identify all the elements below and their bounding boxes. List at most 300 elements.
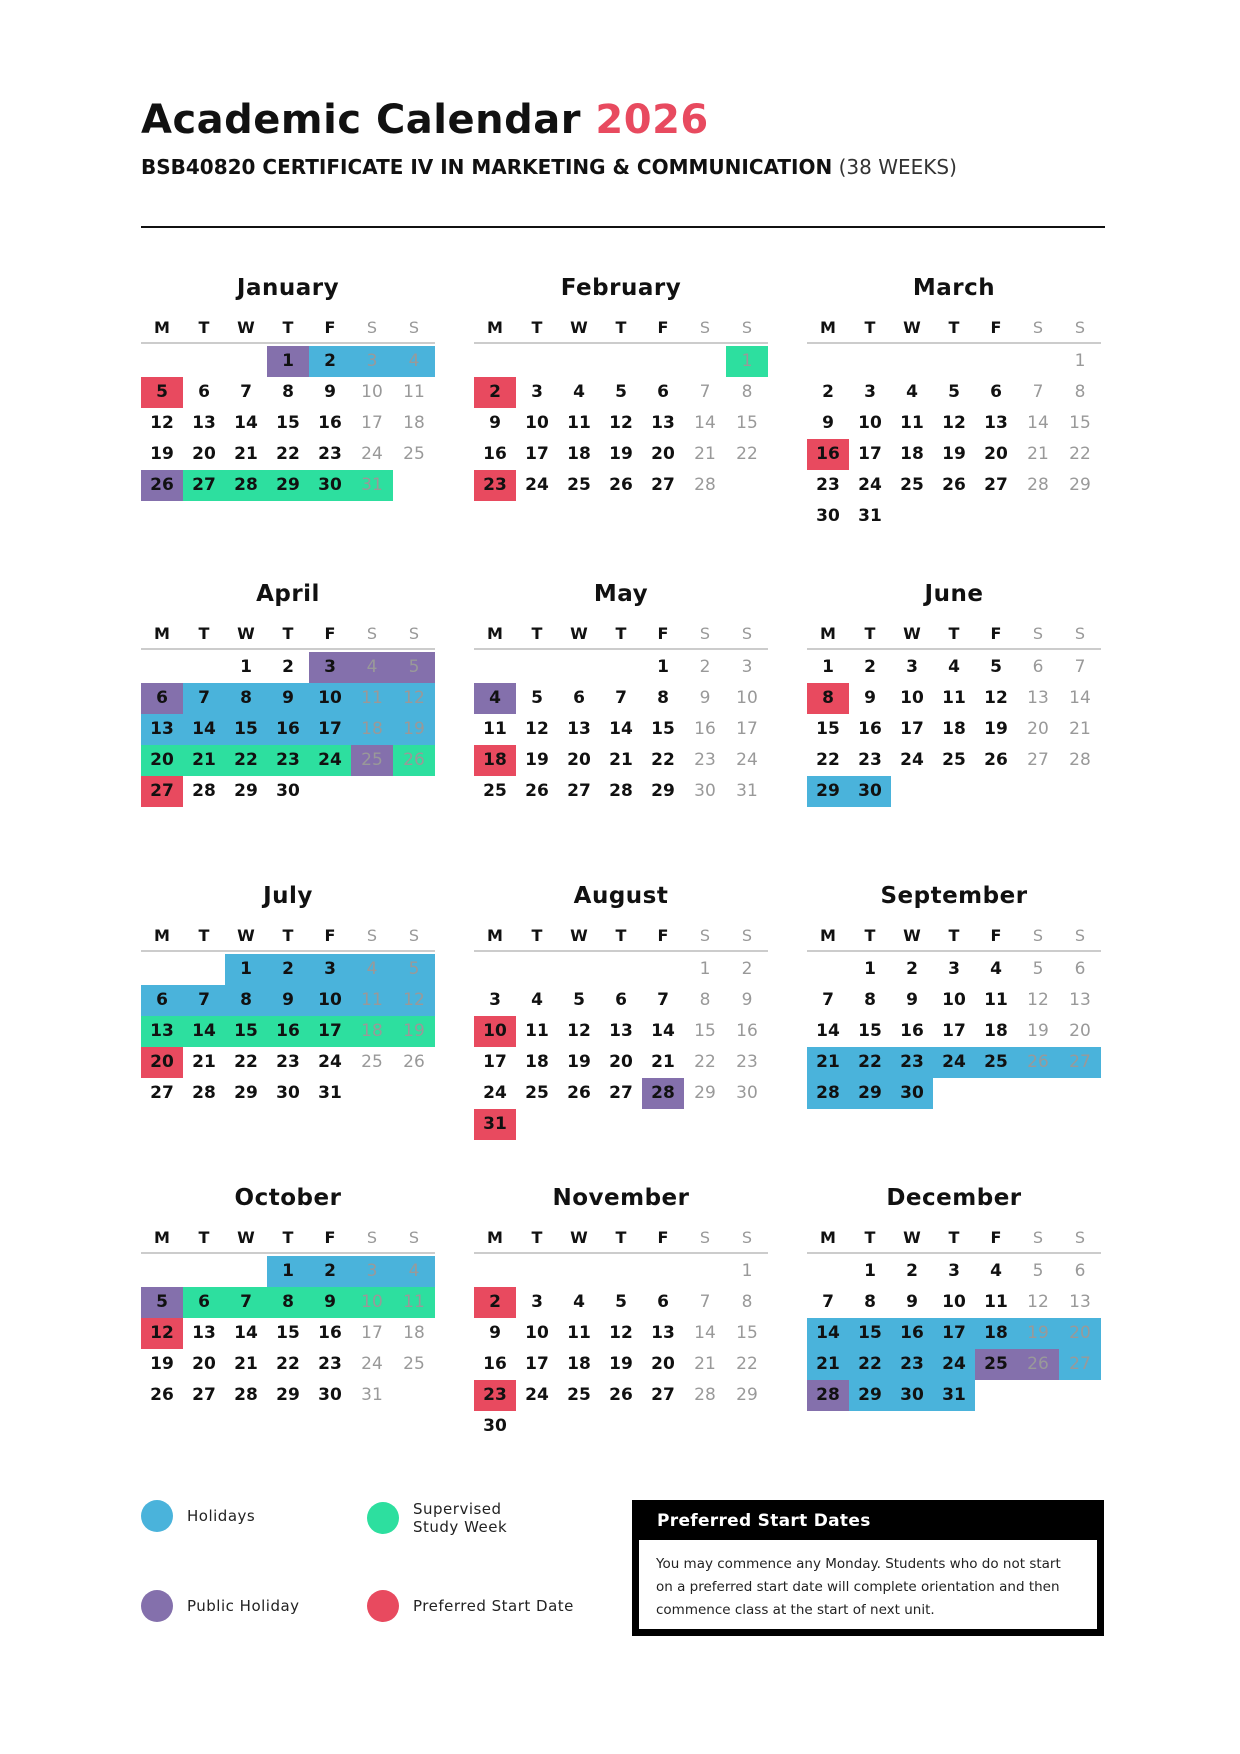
day-cell: 20 <box>609 1052 633 1072</box>
month-august <box>474 880 768 1140</box>
day-cell: 9 <box>267 985 309 1016</box>
weekday-label: W <box>237 926 255 945</box>
day-grid <box>474 954 768 1140</box>
day-cell: 24 <box>361 444 383 464</box>
day-cell: 25 <box>483 781 507 801</box>
empty-day <box>516 1256 558 1287</box>
day-cell: 14 <box>609 719 633 739</box>
day-cell: 9 <box>906 990 918 1010</box>
day-cell: 5 <box>393 652 435 683</box>
day-cell: 10 <box>942 1292 966 1312</box>
month-april <box>141 578 435 807</box>
day-cell: 4 <box>351 954 393 985</box>
day-cell: 21 <box>234 444 258 464</box>
day-cell: 18 <box>474 745 516 776</box>
weekday-label: F <box>657 926 669 945</box>
weekday-header <box>141 314 435 344</box>
day-cell: 20 <box>141 1047 183 1078</box>
weekday-label: S <box>1074 1228 1086 1247</box>
empty-day <box>183 652 225 683</box>
month-name: January <box>236 275 340 301</box>
day-cell: 11 <box>403 382 425 402</box>
day-cell: 13 <box>651 413 675 433</box>
day-cell: 19 <box>1017 1318 1059 1349</box>
day-cell: 23 <box>891 1047 933 1078</box>
day-cell: 5 <box>615 1292 627 1312</box>
day-cell: 17 <box>309 1016 351 1047</box>
day-cell: 13 <box>141 1016 183 1047</box>
weekday-label: S <box>408 318 420 337</box>
day-cell: 26 <box>393 745 435 776</box>
weekday-label: F <box>990 1228 1002 1247</box>
day-cell: 7 <box>699 1292 711 1312</box>
month-name: November <box>552 1185 690 1211</box>
day-cell: 28 <box>1069 750 1091 770</box>
day-cell: 23 <box>736 1052 758 1072</box>
day-cell: 16 <box>900 1021 924 1041</box>
day-cell: 7 <box>183 985 225 1016</box>
day-cell: 7 <box>1074 657 1086 677</box>
day-cell: 17 <box>525 1354 549 1374</box>
empty-day <box>600 1256 642 1287</box>
day-cell: 12 <box>150 413 174 433</box>
weekday-label: S <box>741 926 753 945</box>
empty-day <box>474 652 516 683</box>
day-cell: 24 <box>309 745 351 776</box>
day-cell: 5 <box>948 382 960 402</box>
day-cell: 14 <box>1027 413 1049 433</box>
day-cell: 11 <box>567 413 591 433</box>
weekday-label: M <box>154 624 170 643</box>
title-text: Academic Calendar <box>141 97 581 143</box>
course-subtitle <box>141 154 1101 180</box>
legend-supervised-study-label: Supervised Study Week <box>413 1500 508 1536</box>
day-cell: 16 <box>858 719 882 739</box>
day-cell: 29 <box>267 470 309 501</box>
day-cell: 11 <box>351 683 393 714</box>
day-cell: 30 <box>276 781 300 801</box>
day-cell: 31 <box>933 1380 975 1411</box>
day-cell: 1 <box>267 1256 309 1287</box>
weekday-header <box>807 620 1101 650</box>
empty-day <box>183 954 225 985</box>
day-cell: 8 <box>225 985 267 1016</box>
day-cell: 5 <box>990 657 1002 677</box>
day-cell: 1 <box>657 657 669 677</box>
weekday-label: W <box>903 318 921 337</box>
course-name: BSB40820 CERTIFICATE IV IN MARKETING & COMMUNICATION <box>141 155 833 179</box>
day-cell: 1 <box>864 959 876 979</box>
weekday-label: M <box>487 926 503 945</box>
day-cell: 12 <box>1027 1292 1049 1312</box>
weekday-label: T <box>198 318 210 337</box>
weekday-label: S <box>699 318 711 337</box>
weekday-label: S <box>408 926 420 945</box>
weekday-label: T <box>615 926 627 945</box>
day-cell: 23 <box>858 750 882 770</box>
weekday-label: T <box>531 1228 543 1247</box>
day-cell: 30 <box>816 506 840 526</box>
day-cell: 19 <box>1027 1021 1049 1041</box>
weekday-label: F <box>990 624 1002 643</box>
day-cell: 26 <box>403 1052 425 1072</box>
legend-holidays <box>141 1500 255 1532</box>
day-cell: 20 <box>141 745 183 776</box>
empty-day <box>642 346 684 377</box>
weekday-label: W <box>570 1228 588 1247</box>
day-cell: 14 <box>694 1323 716 1343</box>
day-cell: 9 <box>309 1287 351 1318</box>
month-november <box>474 1182 768 1442</box>
day-cell: 25 <box>403 1354 425 1374</box>
day-cell: 16 <box>483 444 507 464</box>
day-cell: 6 <box>198 382 210 402</box>
day-cell: 2 <box>864 657 876 677</box>
day-cell: 23 <box>474 1380 516 1411</box>
day-cell: 3 <box>864 382 876 402</box>
day-cell: 30 <box>891 1380 933 1411</box>
weekday-label: T <box>615 318 627 337</box>
legend-supervised-study <box>367 1500 507 1536</box>
weekday-label: F <box>990 318 1002 337</box>
day-cell: 28 <box>192 781 216 801</box>
weekday-label: W <box>237 318 255 337</box>
weekday-label: S <box>699 624 711 643</box>
day-cell: 10 <box>942 990 966 1010</box>
day-cell: 9 <box>741 990 753 1010</box>
day-cell: 23 <box>276 1052 300 1072</box>
day-cell: 10 <box>525 413 549 433</box>
empty-day <box>474 1256 516 1287</box>
day-cell: 10 <box>474 1016 516 1047</box>
day-cell: 3 <box>531 1292 543 1312</box>
weekday-label: T <box>948 318 960 337</box>
public-holiday-swatch <box>141 1590 173 1622</box>
day-cell: 1 <box>864 1261 876 1281</box>
day-cell: 28 <box>642 1078 684 1109</box>
day-cell: 8 <box>807 683 849 714</box>
day-cell: 14 <box>1069 688 1091 708</box>
day-cell: 17 <box>309 714 351 745</box>
day-cell: 4 <box>573 382 585 402</box>
weekday-label: W <box>903 1228 921 1247</box>
day-cell: 20 <box>651 1354 675 1374</box>
day-cell: 6 <box>573 688 585 708</box>
weekday-label: T <box>864 926 876 945</box>
day-cell: 12 <box>942 413 966 433</box>
preferred-start-dates-title: Preferred Start Dates <box>657 1511 871 1531</box>
day-cell: 2 <box>474 1287 516 1318</box>
day-cell: 6 <box>183 1287 225 1318</box>
day-cell: 2 <box>309 1256 351 1287</box>
day-cell: 16 <box>267 1016 309 1047</box>
day-cell: 1 <box>699 959 711 979</box>
day-cell: 12 <box>1027 990 1049 1010</box>
day-cell: 6 <box>141 985 183 1016</box>
weekday-label: F <box>324 624 336 643</box>
day-cell: 25 <box>975 1349 1017 1380</box>
day-cell: 15 <box>225 1016 267 1047</box>
weekday-label: W <box>903 926 921 945</box>
day-cell: 20 <box>192 1354 216 1374</box>
day-cell: 5 <box>141 1287 183 1318</box>
empty-day <box>225 1256 267 1287</box>
day-cell: 17 <box>525 444 549 464</box>
month-july <box>141 880 435 1109</box>
day-cell: 22 <box>651 750 675 770</box>
day-cell: 14 <box>651 1021 675 1041</box>
day-cell: 21 <box>651 1052 675 1072</box>
day-cell: 18 <box>525 1052 549 1072</box>
day-cell: 2 <box>474 377 516 408</box>
empty-day <box>474 954 516 985</box>
day-cell: 12 <box>567 1021 591 1041</box>
legend-preferred-start <box>367 1590 574 1622</box>
day-cell: 10 <box>525 1323 549 1343</box>
day-cell: 1 <box>822 657 834 677</box>
month-february <box>474 272 768 501</box>
day-cell: 22 <box>276 444 300 464</box>
supervised-study-swatch <box>367 1502 399 1534</box>
empty-day <box>684 346 726 377</box>
legend-public-holiday <box>141 1590 300 1622</box>
empty-day <box>516 652 558 683</box>
day-cell: 16 <box>891 1318 933 1349</box>
day-cell: 5 <box>141 377 183 408</box>
empty-day <box>684 1256 726 1287</box>
day-cell: 26 <box>1017 1349 1059 1380</box>
day-grid <box>141 346 435 501</box>
day-cell: 25 <box>351 745 393 776</box>
weekday-label: M <box>487 624 503 643</box>
day-cell: 18 <box>975 1318 1017 1349</box>
day-cell: 28 <box>609 781 633 801</box>
day-cell: 29 <box>849 1078 891 1109</box>
day-cell: 14 <box>234 1323 258 1343</box>
weekday-header <box>474 1224 768 1254</box>
day-cell: 26 <box>567 1083 591 1103</box>
weekday-label: F <box>657 318 669 337</box>
day-cell: 22 <box>1069 444 1091 464</box>
day-cell: 6 <box>990 382 1002 402</box>
day-cell: 24 <box>483 1083 507 1103</box>
day-cell: 26 <box>942 475 966 495</box>
day-cell: 20 <box>567 750 591 770</box>
day-grid <box>141 1256 435 1411</box>
day-cell: 26 <box>141 470 183 501</box>
day-cell: 3 <box>531 382 543 402</box>
day-cell: 11 <box>984 990 1008 1010</box>
day-grid <box>141 954 435 1109</box>
day-cell: 27 <box>141 776 183 807</box>
preferred-start-swatch <box>367 1590 399 1622</box>
day-cell: 28 <box>807 1078 849 1109</box>
empty-day <box>183 1256 225 1287</box>
day-cell: 12 <box>609 1323 633 1343</box>
day-cell: 16 <box>483 1354 507 1374</box>
day-cell: 19 <box>525 750 549 770</box>
empty-day <box>600 652 642 683</box>
day-cell: 15 <box>694 1021 716 1041</box>
weekday-label: T <box>198 1228 210 1247</box>
day-cell: 27 <box>1027 750 1049 770</box>
day-cell: 6 <box>1074 959 1086 979</box>
day-cell: 18 <box>567 1354 591 1374</box>
page-title <box>141 96 1101 144</box>
day-cell: 6 <box>1032 657 1044 677</box>
day-cell: 1 <box>1074 351 1086 371</box>
day-cell: 3 <box>309 954 351 985</box>
empty-day <box>891 346 933 377</box>
day-cell: 1 <box>240 657 252 677</box>
day-cell: 23 <box>318 444 342 464</box>
day-cell: 18 <box>403 413 425 433</box>
legend-preferred-start-label: Preferred Start Date <box>413 1597 574 1615</box>
day-cell: 17 <box>942 1021 966 1041</box>
weekday-label: T <box>531 926 543 945</box>
weekday-label: W <box>570 624 588 643</box>
empty-day <box>141 652 183 683</box>
day-cell: 10 <box>361 382 383 402</box>
day-cell: 15 <box>816 719 840 739</box>
day-cell: 26 <box>609 475 633 495</box>
day-cell: 1 <box>741 1261 753 1281</box>
day-cell: 29 <box>849 1380 891 1411</box>
day-cell: 26 <box>150 1385 174 1405</box>
weekday-header <box>807 922 1101 952</box>
weekday-label: S <box>1074 318 1086 337</box>
weekday-label: S <box>408 624 420 643</box>
day-cell: 28 <box>225 470 267 501</box>
day-cell: 21 <box>192 1052 216 1072</box>
day-cell: 4 <box>990 1261 1002 1281</box>
day-cell: 29 <box>694 1083 716 1103</box>
day-cell: 10 <box>309 683 351 714</box>
empty-day <box>141 346 183 377</box>
day-cell: 27 <box>1059 1349 1101 1380</box>
legend-holidays-label: Holidays <box>187 1507 256 1525</box>
day-grid <box>807 954 1101 1109</box>
day-cell: 7 <box>699 382 711 402</box>
weekday-label: W <box>570 318 588 337</box>
day-cell: 30 <box>483 1416 507 1436</box>
day-cell: 30 <box>318 1385 342 1405</box>
weekday-label: T <box>864 1228 876 1247</box>
empty-day <box>558 346 600 377</box>
day-cell: 5 <box>531 688 543 708</box>
day-cell: 25 <box>942 750 966 770</box>
day-cell: 3 <box>948 959 960 979</box>
day-cell: 10 <box>858 413 882 433</box>
day-cell: 21 <box>609 750 633 770</box>
day-cell: 10 <box>309 985 351 1016</box>
day-cell: 23 <box>694 750 716 770</box>
day-cell: 4 <box>474 683 516 714</box>
weekday-header <box>141 922 435 952</box>
day-cell: 12 <box>525 719 549 739</box>
day-cell: 21 <box>1069 719 1091 739</box>
day-cell: 30 <box>736 1083 758 1103</box>
day-cell: 31 <box>474 1109 516 1140</box>
day-cell: 21 <box>694 444 716 464</box>
month-name: June <box>924 581 984 607</box>
day-cell: 21 <box>183 745 225 776</box>
day-cell: 15 <box>276 1323 300 1343</box>
weekday-label: F <box>324 1228 336 1247</box>
day-cell: 14 <box>183 1016 225 1047</box>
day-grid <box>474 346 768 501</box>
legend <box>141 1500 621 1650</box>
weekday-label: T <box>531 318 543 337</box>
preferred-start-dates-text: You may commence any Monday. Students who do not start on a preferred start date will complete orientation and then commence class at the start of next unit. <box>639 1540 1097 1629</box>
day-cell: 22 <box>225 745 267 776</box>
weekday-label: T <box>615 624 627 643</box>
day-cell: 15 <box>736 413 758 433</box>
day-cell: 3 <box>309 652 351 683</box>
day-cell: 17 <box>361 1323 383 1343</box>
day-cell: 25 <box>525 1083 549 1103</box>
day-cell: 12 <box>393 985 435 1016</box>
day-cell: 7 <box>822 990 834 1010</box>
day-cell: 13 <box>567 719 591 739</box>
day-cell: 5 <box>1032 959 1044 979</box>
weekday-label: S <box>366 318 378 337</box>
day-cell: 24 <box>858 475 882 495</box>
day-cell: 26 <box>525 781 549 801</box>
day-cell: 5 <box>1032 1261 1044 1281</box>
day-cell: 14 <box>807 1318 849 1349</box>
header-divider <box>141 226 1105 228</box>
day-cell: 4 <box>351 652 393 683</box>
day-cell: 2 <box>906 959 918 979</box>
day-cell: 20 <box>192 444 216 464</box>
day-cell: 8 <box>282 382 294 402</box>
day-cell: 25 <box>900 475 924 495</box>
empty-day <box>141 1256 183 1287</box>
day-cell: 11 <box>567 1323 591 1343</box>
weekday-label: T <box>282 1228 294 1247</box>
weekday-label: M <box>487 1228 503 1247</box>
weekday-header <box>141 1224 435 1254</box>
day-cell: 21 <box>1027 444 1049 464</box>
month-september <box>807 880 1101 1109</box>
day-cell: 13 <box>192 413 216 433</box>
day-cell: 16 <box>318 413 342 433</box>
day-cell: 27 <box>984 475 1008 495</box>
day-cell: 8 <box>741 382 753 402</box>
day-cell: 22 <box>849 1349 891 1380</box>
day-cell: 25 <box>567 475 591 495</box>
day-cell: 24 <box>736 750 758 770</box>
day-cell: 22 <box>736 444 758 464</box>
day-cell: 4 <box>948 657 960 677</box>
day-cell: 5 <box>573 990 585 1010</box>
month-june <box>807 578 1101 807</box>
day-cell: 6 <box>615 990 627 1010</box>
day-cell: 3 <box>741 657 753 677</box>
day-cell: 2 <box>906 1261 918 1281</box>
day-cell: 23 <box>474 470 516 501</box>
day-cell: 5 <box>393 954 435 985</box>
day-cell: 22 <box>694 1052 716 1072</box>
day-cell: 15 <box>858 1021 882 1041</box>
day-cell: 24 <box>933 1047 975 1078</box>
weekday-label: T <box>948 1228 960 1247</box>
day-cell: 3 <box>906 657 918 677</box>
day-cell: 13 <box>1069 990 1091 1010</box>
day-cell: 9 <box>489 413 501 433</box>
day-cell: 30 <box>309 470 351 501</box>
